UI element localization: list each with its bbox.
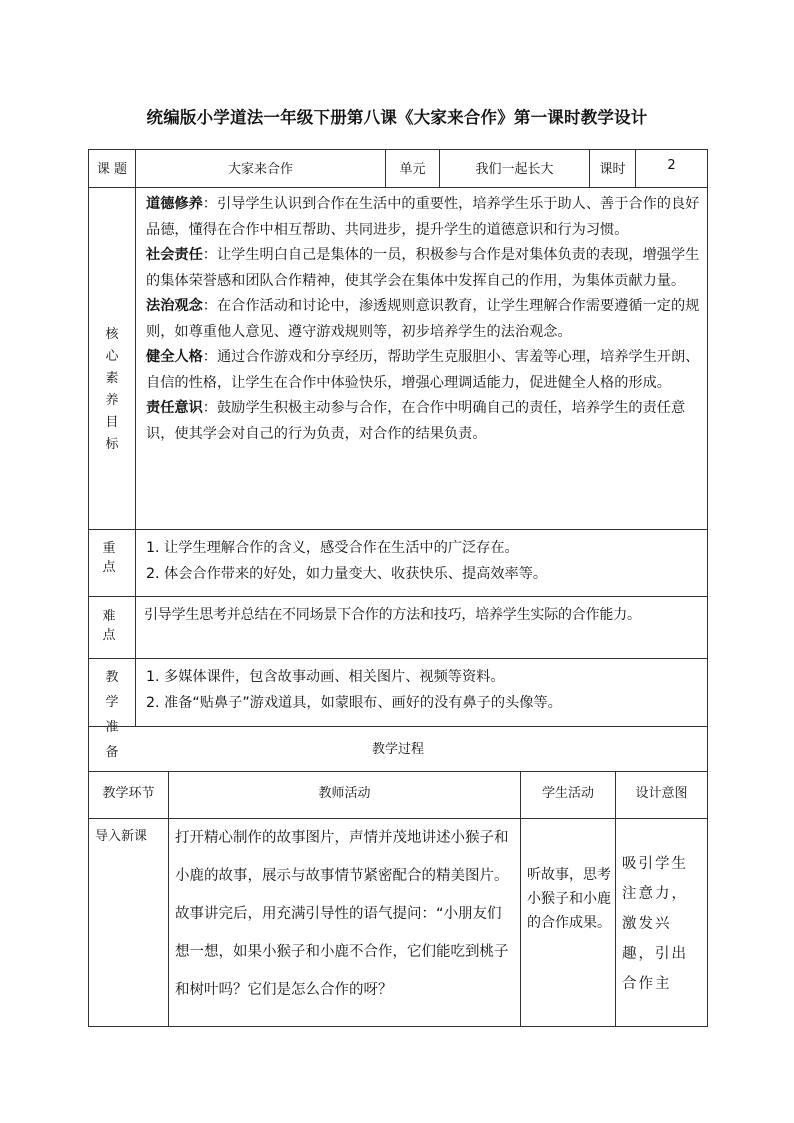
literacy-row [89, 187, 707, 530]
lesson-plan-table [88, 149, 708, 1027]
document-title: 统编版小学道法一年级下册第八课《大家来合作》第一课时教学设计 [146, 108, 648, 127]
topic-label: 课 题 [96, 162, 128, 177]
literacy-label [89, 188, 135, 530]
literacy-item: 道德修养：引导学生认识到合作在生活中的重要性，培养学生乐于助人、善于合作的良好品德，懂得在合作中相互帮助、共同进步，提升学生的道德意识和行为习惯。 [146, 196, 700, 238]
process-title-row [89, 726, 707, 772]
literacy-label-line: 核 心 [105, 327, 127, 364]
header-teacher: 教师活动 [168, 772, 520, 819]
difficulty-row [89, 596, 707, 659]
topic-value: 大家来合作 [135, 150, 385, 187]
difficulty-content: 引导学生思考并总结在不同场景下合作的方法和技巧，培养学生实际的合作能力。 [135, 597, 707, 659]
prep-item: 2. 准备“贴鼻子”游戏道具，如蒙眼布、画好的没有鼻子的头像等。 [146, 694, 562, 711]
info-row [89, 150, 707, 187]
literacy-label-line: 素 养 [105, 371, 127, 408]
process-header-row [89, 771, 707, 819]
prep-label-line: 教 学 [105, 670, 127, 710]
process-title: 教学过程 [371, 742, 424, 757]
literacy-item: 法治观念：在合作活动和讨论中，渗透规则意识教育，让学生理解合作需要遵循一定的规则，如尊重他人意见、遵守游戏规则等，初步培养学生的法治观念。 [146, 298, 700, 340]
literacy-item: 责任意识：鼓励学生积极主动参与合作，在合作中明确自己的责任，培养学生的责任意识，使其学会对自己的行为负责，对合作的结果负责。 [146, 400, 686, 442]
header-stage: 教学环节 [102, 786, 155, 801]
stage-cell: 导入新课 [95, 829, 148, 844]
literacy-label-line: 目 标 [105, 415, 127, 452]
unit-value: 我们一起长大 [439, 150, 589, 187]
process-row [89, 818, 707, 1027]
literacy-item: 健全人格：通过合作游戏和分享经历，帮助学生克服胆小、害羞等心理，培养学生开朗、自信的性格，让学生在合作中体验快乐，增强心理调适能力，促进健全人格的形成。 [146, 349, 700, 391]
prep-item: 1. 多媒体课件，包含故事动画、相关图片、视频等资料。 [146, 669, 505, 685]
teacher-activity: 打开精心制作的故事图片，声情并茂地讲述小猴子和小鹿的故事，展示与故事情节紧密配合的精美图片。故事讲完后，用充满引导性的语气提问：“小朋友们想一想，如果小猴子和小鹿不合作，它们能吃到桃子和树叶吗？它们是怎么合作的呀？ [168, 819, 520, 1027]
literacy-content [135, 188, 707, 530]
focus-row [89, 529, 707, 597]
prep-label [89, 659, 135, 760]
focus-item: 2. 体会合作带来的好处，如力量变大、收获快乐、提高效率等。 [146, 565, 548, 582]
student-activity: 听故事，思考小猴子和小鹿的合作成果。 [520, 819, 615, 1027]
period-label: 课时 [589, 150, 635, 187]
header-intent: 设计意图 [615, 772, 707, 819]
focus-item: 1. 让学生理解合作的含义，感受合作在生活中的广泛存在。 [146, 540, 519, 556]
focus-label: 重 点 [102, 541, 122, 575]
prep-label-line: 准 备 [105, 720, 127, 760]
unit-label: 单元 [385, 150, 439, 187]
prep-content [135, 659, 707, 727]
focus-content [135, 530, 707, 597]
header-student: 学生活动 [520, 772, 615, 819]
difficulty-label: 难 点 [102, 609, 122, 643]
period-value: 2 [635, 150, 707, 187]
design-intent: 吸引学生注意力，激发兴趣，引出合作主 [615, 819, 707, 1027]
literacy-item: 社会责任：让学生明白自己是集体的一员，积极参与合作是对集体负责的表现，增强学生的集体荣誉感和团队合作精神，使其学会在集体中发挥自己的作用，为集体贡献力量。 [146, 247, 700, 289]
